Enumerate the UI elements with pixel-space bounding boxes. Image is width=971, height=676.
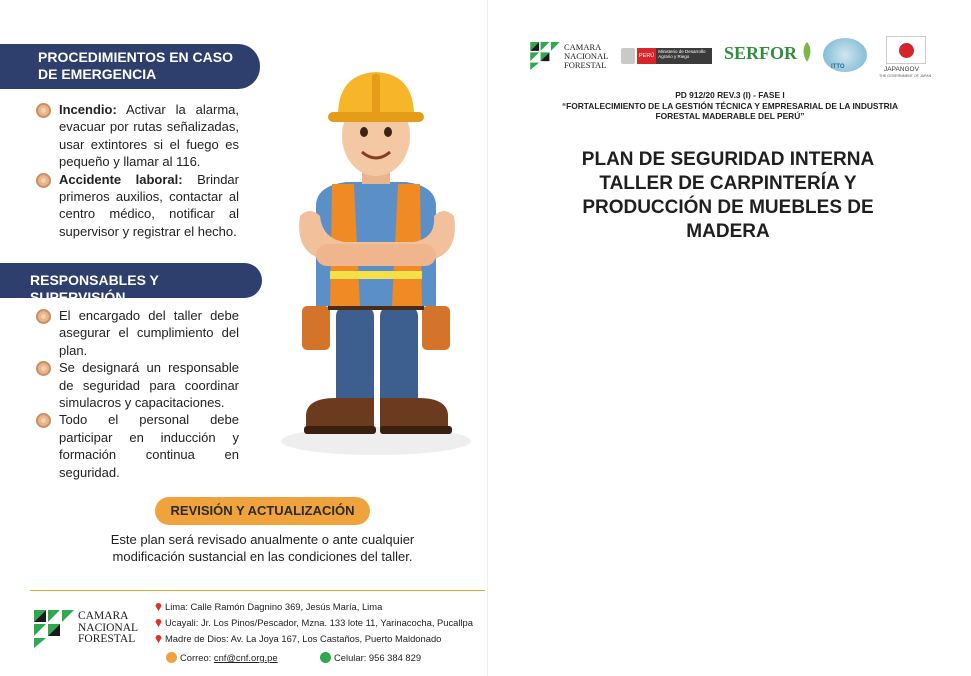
review-label [155, 497, 370, 525]
project-title-line: “FORTALECIMIENTO DE LA GESTIÓN TÉCNICA Y EMPRESARIAL DE LA INDUSTRIA [561, 100, 899, 111]
emergency-header [0, 44, 260, 89]
bullet-icon [36, 173, 51, 188]
phone-icon [320, 652, 331, 663]
item-text: Activar la alarma, evacuar por rutas señalizadas, usar extintores si el fuego es pequeño y llamar al 116. [59, 102, 239, 170]
itto-text: ITTO [831, 64, 845, 70]
title-line: PLAN DE SEGURIDAD INTERNA [581, 149, 875, 170]
responsables-list [36, 307, 239, 481]
page-title [528, 148, 928, 244]
item-label: Accidente laboral: [59, 171, 183, 187]
bullet-icon [36, 309, 51, 324]
cnf-logo-icon [530, 42, 560, 70]
title-line: PRODUCCIÓN DE MUEBLES DE [582, 197, 874, 218]
itto-globe-icon [823, 38, 867, 72]
address-lima [155, 601, 382, 612]
emergency-list [36, 101, 239, 240]
email-label: Correo: [180, 652, 212, 663]
logo-line: NACIONAL [78, 621, 139, 634]
ministerio-text: Ministerio de Desarrollo Agrario y Riego [656, 48, 712, 64]
item-text: El encargado del taller debe asegurar el cumplimiento del plan. [59, 308, 239, 358]
address-text: Lima: Calle Ramón Dagnino 369, Jesús María, Lima [165, 601, 383, 612]
item-text: Se designará un responsable de seguridad para coordinar simulacros y capacitaciones. [59, 360, 239, 411]
review-label-text: REVISIÓN Y ACTUALIZACIÓN [170, 503, 355, 518]
cnf-logo-text [564, 43, 608, 70]
peru-badge: PERÚ [637, 48, 656, 64]
logo-line: FORESTAL [564, 60, 607, 70]
logo-line: CAMARA [78, 610, 129, 622]
cnf-logo [34, 608, 144, 648]
emergency-header-text: PROCEDIMIENTOS EN CASO DE EMERGENCIA [38, 49, 233, 82]
location-pin-icon [155, 602, 162, 611]
responsables-header [0, 263, 262, 305]
logo-line: FORESTAL [78, 633, 136, 645]
item-text: Brindar primeros auxilios, contactar al centro médico, notificar al supervisor y registrar el hecho. [59, 171, 239, 239]
pd-code: PD 912/20 REV.3 (I) - FASE I [675, 90, 785, 100]
logo-line: CAMARA [564, 42, 602, 52]
project-info [488, 90, 971, 122]
review-text: Este plan será revisado anualmente o ante cualquier modificación sustancial en las condiciones del taller. [110, 532, 415, 564]
list-item [36, 307, 239, 359]
right-panel [487, 0, 971, 676]
responsables-header-text: RESPONSABLES Y SUPERVISIÓN [30, 272, 159, 305]
list-item [36, 359, 239, 411]
address-text: Madre de Dios: Av. La Joya 167, Los Castaños, Puerto Maldonado [165, 633, 442, 644]
ministerio-logo [621, 46, 715, 66]
construction-worker-illustration [276, 66, 476, 458]
peru-shield-icon [621, 48, 635, 64]
item-text: Todo el personal debe participar en inducción y formación continua en seguridad. [59, 412, 239, 480]
address-text: Ucayali: Jr. Los Pinos/Pescador, Mzna. 133 lote 11, Yarinacocha, Pucallpa [165, 617, 473, 628]
phone-text: Celular: 956 384 829 [334, 652, 422, 663]
japan-text: JAPANGOV [884, 66, 919, 73]
address-ucayali [155, 617, 473, 628]
serfor-logo: SERFOR [724, 43, 798, 63]
item-label: Incendio: [59, 102, 117, 117]
leaf-icon [800, 42, 814, 62]
email-contact [166, 652, 278, 663]
partner-logos [488, 34, 971, 82]
japan-flag-icon [886, 36, 926, 64]
email-icon [166, 652, 177, 663]
location-pin-icon [155, 634, 162, 643]
phone-contact [320, 652, 421, 663]
bullet-icon [36, 361, 51, 376]
location-pin-icon [155, 618, 162, 627]
title-line: TALLER DE CARPINTERÍA Y [599, 173, 857, 194]
bullet-icon [36, 413, 51, 428]
title-line: MADERA [686, 221, 770, 242]
list-item [36, 411, 239, 481]
list-item [36, 171, 239, 241]
logo-line: NACIONAL [564, 51, 609, 61]
cnf-logo-text [78, 611, 138, 646]
japan-subtext: THE GOVERNMENT OF JAPAN [879, 74, 932, 78]
bullet-icon [36, 103, 51, 118]
project-title-line: FORESTAL MADERABLE DEL PERÚ” [655, 111, 805, 121]
list-item [36, 101, 239, 171]
cnf-logo-icon [34, 610, 74, 648]
email-link[interactable]: cnf@cnf.org.pe [213, 652, 278, 663]
footer-divider [30, 590, 485, 591]
address-madre-de-dios [155, 633, 441, 644]
